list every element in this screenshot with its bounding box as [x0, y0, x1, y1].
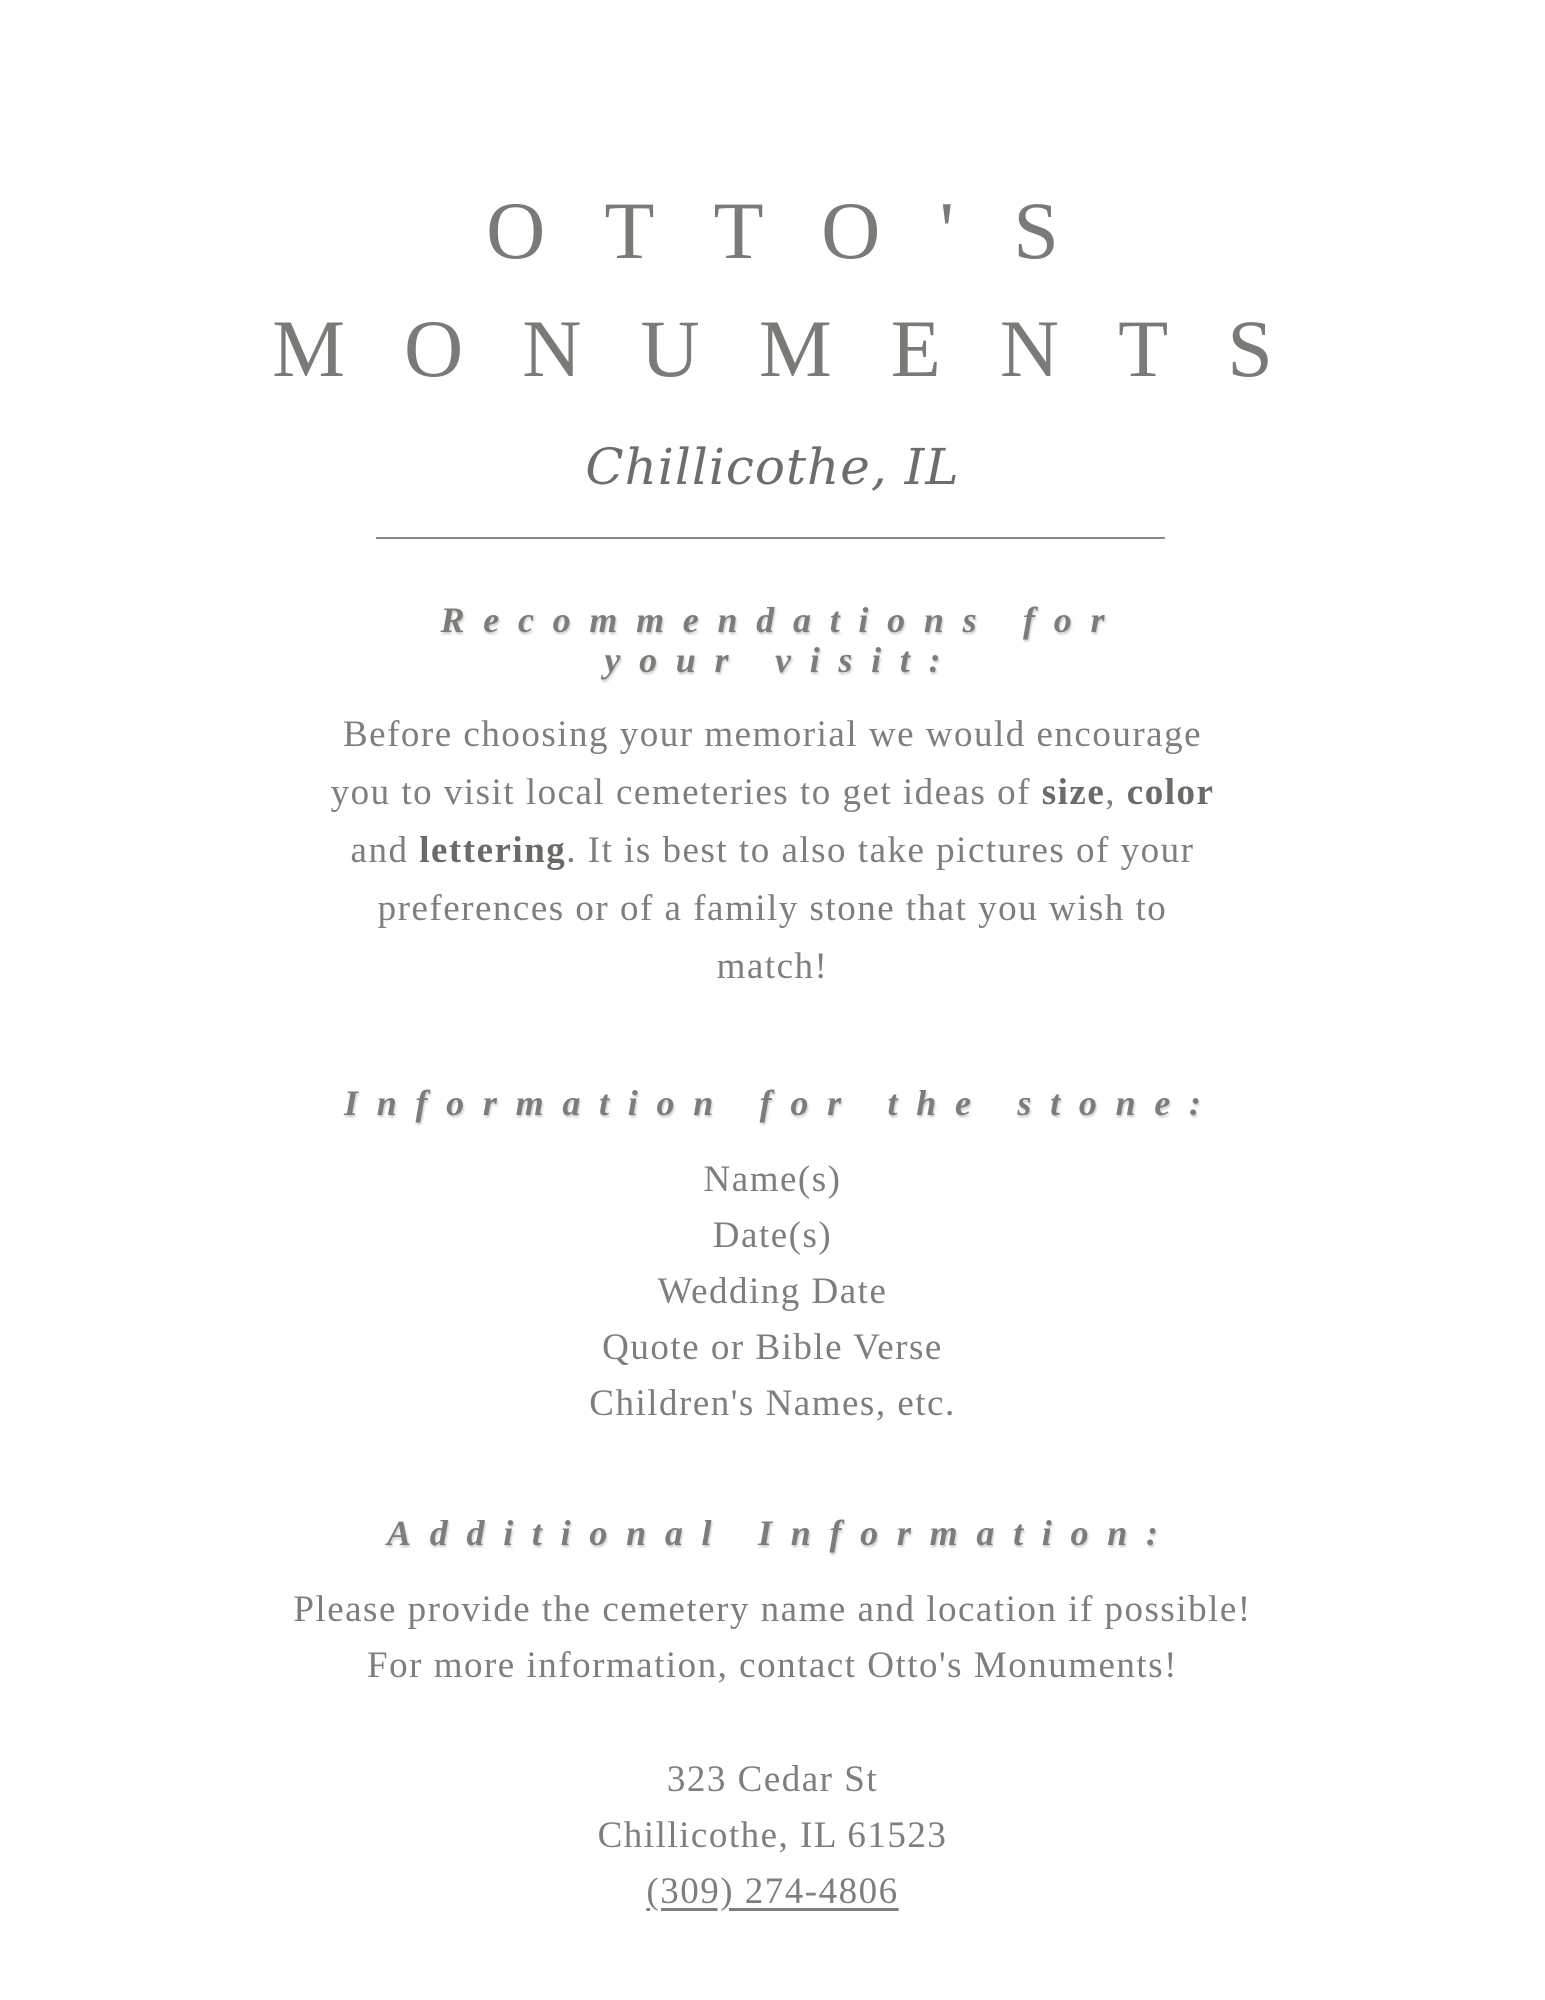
additional-info-heading: Additional Information:: [387, 1513, 1177, 1553]
recommendations-line-2-comma: ,: [1105, 772, 1127, 813]
emphasis-size: size: [1041, 772, 1106, 813]
brand-name-line-1: OTTO'S: [486, 185, 1118, 276]
list-item: Name(s): [703, 1159, 842, 1200]
header-divider: [376, 537, 1165, 539]
recommendations-line-1: Before choosing your memorial we would encourage: [342, 714, 1203, 755]
list-item: Date(s): [712, 1215, 833, 1256]
recommendations-line-3: [0, 822, 1545, 880]
recommendations-line-4: preferences or of a family stone that you wish to: [377, 888, 1168, 929]
recommendations-heading: [0, 600, 1545, 680]
phone-link[interactable]: (309) 274-4806: [646, 1871, 899, 1912]
additional-info-line-1: Please provide the cemetery name and location if possible!: [293, 1589, 1252, 1630]
contact-block: [0, 1752, 1545, 1920]
additional-info-text: [0, 1582, 1545, 1694]
list-item: Quote or Bible Verse: [602, 1327, 943, 1368]
stone-info-heading: Information for the stone:: [343, 1083, 1220, 1123]
recommendations-line-2-text: you to visit local cemeteries to get ideas of: [330, 772, 1042, 813]
stone-info-list: [0, 1152, 1545, 1432]
emphasis-lettering: lettering: [419, 830, 567, 871]
list-item: Children's Names, etc.: [589, 1383, 956, 1424]
additional-info-line-2: For more information, contact Otto's Monuments!: [367, 1645, 1178, 1686]
phone-line: [0, 1864, 1545, 1920]
recommendations-line-5: match!: [716, 946, 829, 987]
location-script: Chillicothe, IL: [585, 438, 960, 496]
address-street: 323 Cedar St: [666, 1759, 879, 1800]
recommendations-line-3-rest: . It is best to also take pictures of your: [566, 830, 1195, 871]
emphasis-color: color: [1126, 772, 1215, 813]
brand-name-line-2: MONUMENTS: [272, 303, 1332, 394]
recommendations-heading-line-1: Recommendations for: [440, 600, 1124, 640]
list-item: Wedding Date: [657, 1271, 888, 1312]
recommendations-paragraph: [0, 706, 1545, 996]
recommendations-line-2: [0, 764, 1545, 822]
recommendations-line-3-start: and: [350, 830, 420, 871]
address-city: Chillicothe, IL 61523: [597, 1815, 948, 1856]
recommendations-heading-line-2: your visit:: [604, 640, 960, 680]
